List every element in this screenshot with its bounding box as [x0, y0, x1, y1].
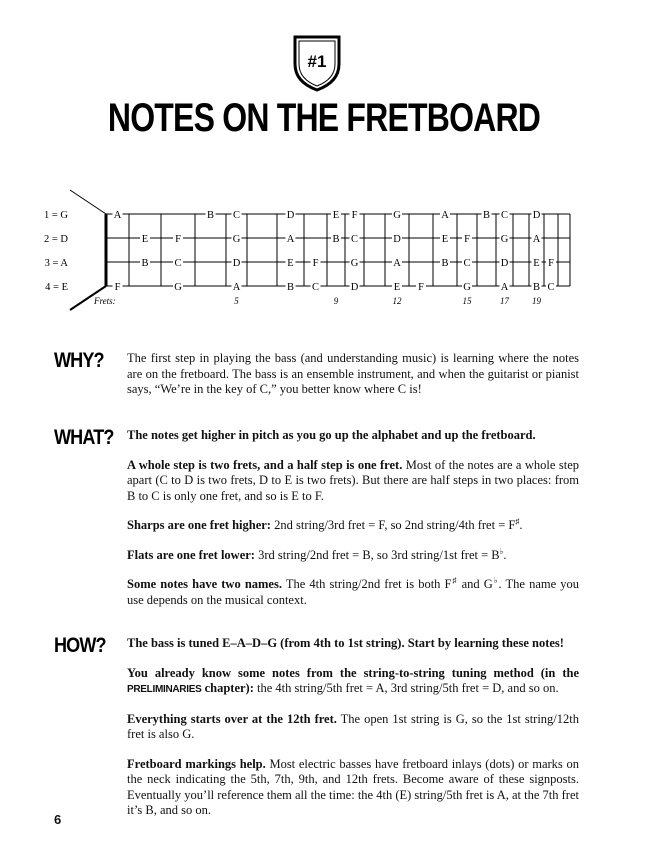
what-p5-text-b: and G	[457, 577, 493, 591]
frets-label: Frets:	[94, 296, 116, 306]
note-label: A	[441, 210, 449, 221]
string-label: 2 = D	[43, 234, 68, 245]
what-p4-bold: Flats are one fret lower:	[127, 547, 255, 562]
why-paragraph: The first step in playing the bass (and understanding music) is learning where the notes are on the fretboard. The bass is an ensemble instrument, and when the guitarist or pianist says, “We’re in the key of C,” you better know where C is!	[127, 351, 579, 396]
flat-symbol: ♭	[492, 575, 499, 585]
note-label: F	[418, 282, 424, 293]
note-label: A	[232, 282, 241, 293]
what-paragraph-4	[127, 548, 579, 564]
note-label: E	[441, 234, 449, 245]
sharp-symbol: ♯	[451, 575, 458, 585]
flat-symbol: ♭	[499, 546, 504, 556]
how-paragraph-2	[127, 666, 579, 698]
note-label: G	[174, 282, 182, 293]
note-label: D	[393, 234, 401, 245]
note-label: E	[287, 258, 294, 269]
string-labels	[44, 210, 68, 293]
note-label: F	[351, 210, 358, 221]
what-paragraph-3	[127, 518, 579, 534]
string-label: 1 = G	[43, 210, 68, 221]
how-p4-text: Most electric basses have fretboard inlays (dots) or marks on the neck indicating the 5th, 7th, 9th, and 12th frets. Become aware of these signposts. Eventually you’ll reference them all the time: the 4th (E) string/5th fret is A, at the 7th fret it’s B, and so on.	[127, 756, 579, 817]
what-paragraph-1	[127, 428, 579, 444]
string-label: 3 = A	[44, 258, 68, 269]
how-p3-bold: Everything starts over at the 12th fret.	[127, 711, 337, 726]
note-label: A	[286, 234, 295, 245]
note-label: E	[332, 210, 340, 221]
chapter-badge	[292, 34, 342, 92]
note-label: D	[350, 282, 359, 293]
what-p4-text: 3rd string/2nd fret = B, so 3rd string/1st fret = B	[254, 547, 500, 562]
how-paragraph-1	[127, 636, 579, 652]
note-label: B	[286, 282, 295, 293]
note-label: B	[482, 210, 491, 221]
note-label: C	[463, 258, 471, 269]
fret-number: 17	[500, 296, 509, 306]
why-body	[127, 351, 579, 412]
what-p2-bold: A whole step is two frets, and a half step is one fret.	[127, 457, 403, 472]
note-label: A	[532, 234, 541, 245]
what-heading: WHAT?	[54, 426, 114, 449]
page-title: NOTES ON THE FRETBOARD	[107, 96, 541, 140]
what-p5-text-c: . The name you use depends on the musical context.	[127, 577, 579, 607]
fretboard-diagram	[40, 180, 600, 320]
chapter-reference: PRELIMINARIES	[127, 684, 202, 695]
note-label: G	[350, 258, 359, 269]
fret-number: 15	[462, 296, 472, 306]
note-label: F	[312, 258, 319, 269]
how-p3-text: The open 1st string is G, so the 1st string/12th fret is also G.	[127, 711, 579, 741]
how-heading: HOW?	[54, 634, 106, 657]
note-label: A	[393, 258, 401, 269]
how-paragraph-4	[127, 757, 579, 819]
note-label: D	[232, 258, 241, 269]
how-p2-bold-b: chapter):	[201, 681, 254, 695]
why-heading: WHY?	[54, 349, 104, 372]
how-p2-bold-a: You already know some notes from the string-to-string tuning method (in the	[127, 665, 579, 680]
fret-number: 19	[532, 296, 541, 306]
what-paragraph-2	[127, 458, 579, 505]
what-p5-bold: Some notes have two names.	[127, 577, 282, 591]
note-label: C	[311, 282, 320, 293]
note-label: C	[232, 210, 241, 221]
what-p4-end: .	[503, 547, 507, 562]
what-p3-end: .	[519, 518, 523, 532]
note-label: G	[500, 234, 509, 245]
note-label: F	[175, 234, 181, 245]
note-label: C	[500, 210, 509, 221]
what-p2-text: Most of the notes are a whole step apart (C to D is two frets, D to E is two frets). But there are half steps in two places: from B to C is only one fret, and so is E to F.	[127, 457, 579, 503]
what-p3-bold: Sharps are one fret higher:	[127, 518, 271, 532]
note-label: C	[350, 234, 359, 245]
note-label: F	[548, 258, 554, 269]
note-label: D	[532, 210, 541, 221]
note-label: B	[441, 258, 449, 269]
note-label: C	[174, 258, 182, 269]
note-label: E	[533, 258, 540, 269]
what-p1-bold: The notes get higher in pitch as you go up the alphabet and up the fretboard.	[127, 428, 536, 442]
note-label: B	[206, 210, 215, 221]
note-label: A	[500, 282, 509, 293]
note-label: G	[463, 282, 471, 293]
fret-number: 12	[392, 296, 402, 306]
note-label: G	[393, 210, 401, 221]
sharp-symbol: ♯	[515, 516, 520, 526]
note-label: C	[547, 282, 555, 293]
note-label: D	[500, 258, 509, 269]
headstock-line	[70, 190, 106, 214]
note-label: D	[286, 210, 295, 221]
page-number: 6	[54, 812, 62, 827]
how-p4-bold: Fretboard markings help.	[127, 756, 266, 771]
note-label: G	[232, 234, 241, 245]
what-paragraph-5	[127, 577, 579, 608]
fret-number: 5	[234, 296, 239, 306]
note-label: F	[114, 282, 121, 293]
note-label: F	[464, 234, 470, 245]
fret-number: 9	[333, 296, 339, 306]
how-p1-bold: The bass is tuned E–A–D–G (from 4th to 1st string). Start by learning these notes!	[127, 636, 564, 650]
note-label: E	[393, 282, 401, 293]
what-p5-text-a: The 4th string/2nd fret is both F	[281, 577, 452, 591]
what-p3-text: 2nd string/3rd fret = F, so 2nd string/4th fret = F	[270, 518, 516, 532]
chapter-badge-label: #1	[307, 52, 327, 71]
note-labels	[113, 208, 557, 293]
note-label: A	[113, 210, 122, 221]
how-body	[127, 636, 579, 833]
note-label: B	[532, 282, 541, 293]
note-label: B	[141, 258, 149, 269]
what-body	[127, 428, 579, 622]
how-paragraph-3	[127, 712, 579, 743]
note-label: E	[141, 234, 149, 245]
fret-markers	[93, 296, 542, 306]
how-p2-text: the 4th string/5th fret = A, 3rd string/5th fret = D, and so on.	[253, 681, 559, 695]
note-label: B	[332, 234, 340, 245]
string-label: 4 = E	[45, 282, 68, 293]
